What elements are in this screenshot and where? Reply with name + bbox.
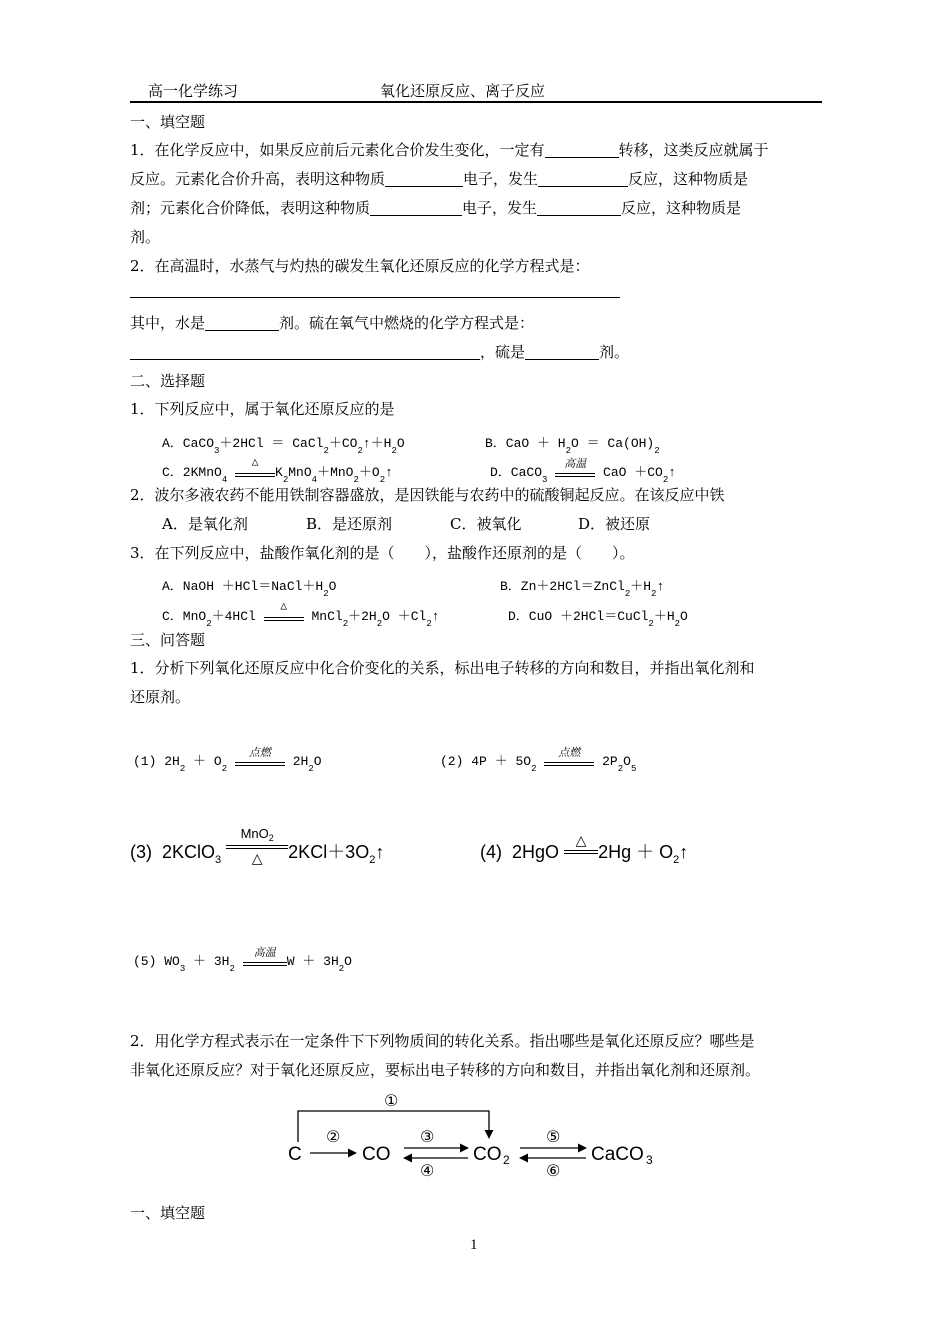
mc-q1-option-a[interactable]: A．CaCO$_3$＋2HCl ＝ $CaCl_2+CO_2↑+H_2O$ — [162, 436, 405, 456]
node-caco3-sub: 3 — [646, 1153, 653, 1167]
answer-line[interactable] — [130, 297, 620, 298]
blank[interactable] — [545, 143, 619, 158]
q1-line2: 反应。元素化合价升高，表明这种物质 电子，发生 反应，这种物质是 — [130, 170, 749, 188]
mc-q1-option-b[interactable]: B．CaO ＋ $H_2O = Ca(OH)_2$ — [485, 436, 660, 456]
label-1: ① — [384, 1091, 399, 1110]
node-co2: CO — [473, 1144, 502, 1165]
label-5: ⑤ — [546, 1127, 561, 1146]
high-temp-condition: 高温 — [555, 463, 595, 483]
heat-condition: △ — [235, 463, 275, 483]
reaction-2: (2) $4P + 5O_2$ 点燃 $2P_2O_5$ — [440, 747, 637, 774]
section-title-fill: 一、填空题 — [130, 113, 206, 131]
reaction-3: (3) 2KClO$_3$ MnO$_2$ △ $2KCl+3O_2↑$ — [130, 826, 385, 867]
page-number: 1 — [470, 1237, 478, 1253]
reaction-5: (5) $WO_3 + 3H_2$ 高温 $W + 3H_2O$ — [133, 947, 352, 974]
label-6: ⑥ — [546, 1161, 561, 1180]
header-rule — [130, 101, 822, 103]
header-topic: 氧化还原反应、离子反应 — [380, 82, 546, 100]
catalyst-condition: MnO$_2$ △ — [226, 838, 288, 868]
blank[interactable] — [537, 201, 621, 216]
heat-condition: △ — [264, 607, 304, 627]
heat-condition: △ — [564, 842, 598, 864]
qa-q2-line1: 2．用化学方程式表示在一定条件下下列物质间的转化关系。指出哪些是氧化还原反应？哪些是 — [130, 1032, 755, 1050]
ignite-condition: 点燃 — [544, 752, 594, 772]
mc-q1-option-d[interactable]: D．CaCO$_3$ 高温 CaO $+CO_2↑$ — [490, 458, 677, 485]
q2-line2: 其中，水是 剂。硫在氧气中燃烧的化学方程式是： — [130, 314, 535, 332]
node-caco3: CaCO — [591, 1144, 644, 1165]
label-3: ③ — [420, 1127, 435, 1146]
mc-q3-option-b[interactable]: B．$Zn+2HCl=ZnCl_2+H_2↑$ — [500, 579, 665, 599]
blank[interactable] — [205, 316, 279, 331]
answer-blank[interactable] — [130, 345, 480, 360]
mc-q2-option-b[interactable]: B．是还原剂 — [306, 515, 393, 533]
mc-q1-option-c[interactable]: C．2KMnO$_4$ △ $K_2MnO_4+MnO_2+O_2↑$ — [162, 456, 393, 485]
mc-q2: 2．波尔多液农药不能用铁制容器盛放，是因铁能与农药中的硫酸铜起反应。在该反应中铁 — [130, 486, 725, 504]
node-c: C — [288, 1144, 302, 1165]
reaction-1: (1) $2H_2 + O_2$ 点燃 $2H_2O$ — [133, 747, 322, 774]
blank[interactable] — [385, 172, 463, 187]
q1-line1: 1．在化学反应中，如果反应前后元素化合价发生变化，一定有 转移，这类反应就属于 — [130, 141, 769, 159]
q1-line4: 剂。 — [130, 228, 161, 246]
section-title-qa: 三、问答题 — [130, 631, 206, 649]
mc-q1: 1．下列反应中，属于氧化还原反应的是 — [130, 400, 395, 418]
header-course: 高一化学练习 — [148, 82, 239, 100]
mc-q3-option-c[interactable]: C．MnO$_2$＋4HCl △ $MnCl_2+2H_2O$ $+Cl_2↑$ — [162, 600, 440, 629]
blank[interactable] — [525, 345, 599, 360]
high-temp-condition: 高温 — [243, 952, 287, 972]
label-2: ② — [326, 1127, 341, 1146]
section-title-choice: 二、选择题 — [130, 372, 206, 390]
conversion-diagram — [270, 1090, 690, 1185]
node-co2-sub: 2 — [503, 1153, 510, 1167]
section-title-fill-repeat: 一、填空题 — [130, 1204, 206, 1222]
qa-q1-line1: 1．分析下列氧化还原反应中化合价变化的关系，标出电子转移的方向和数目，并指出氧化剂和 — [130, 659, 755, 677]
q1-line3: 剂；元素化合价降低，表明这种物质 电子，发生 反应，这种物质是 — [130, 199, 742, 217]
blank[interactable] — [370, 201, 462, 216]
qa-q1-line2: 还原剂。 — [130, 688, 191, 706]
mc-q2-option-d[interactable]: D．被还原 — [578, 515, 651, 533]
qa-q2-line2: 非氧化还原反应？对于氧化还原反应，要标出电子转移的方向和数目，并指出氧化剂和还原剂。 — [130, 1061, 761, 1079]
mc-q3-option-a[interactable]: A．NaOH $+HCl=NaCl+H_2O$ — [162, 579, 337, 599]
ignite-condition: 点燃 — [235, 752, 285, 772]
node-co: CO — [362, 1144, 391, 1165]
label-4: ④ — [420, 1161, 435, 1180]
reaction-4: (4) 2HgO △ $2Hg + O_2↑$ — [480, 832, 689, 866]
mc-q2-option-c[interactable]: C．被氧化 — [450, 515, 522, 533]
blank[interactable] — [538, 172, 628, 187]
mc-q3: 3．在下列反应中，盐酸作氧化剂的是（ ），盐酸作还原剂的是（ ）。 — [130, 544, 635, 562]
mc-q2-option-a[interactable]: A．是氧化剂 — [162, 515, 248, 533]
mc-q3-option-d[interactable]: D．CuO $+2HCl=CuCl_2+H_2O$ — [508, 609, 688, 629]
q2-line3: ，硫是 剂。 — [130, 345, 629, 360]
q2-line1: 2．在高温时，水蒸气与灼热的碳发生氧化还原反应的化学方程式是： — [130, 257, 590, 275]
